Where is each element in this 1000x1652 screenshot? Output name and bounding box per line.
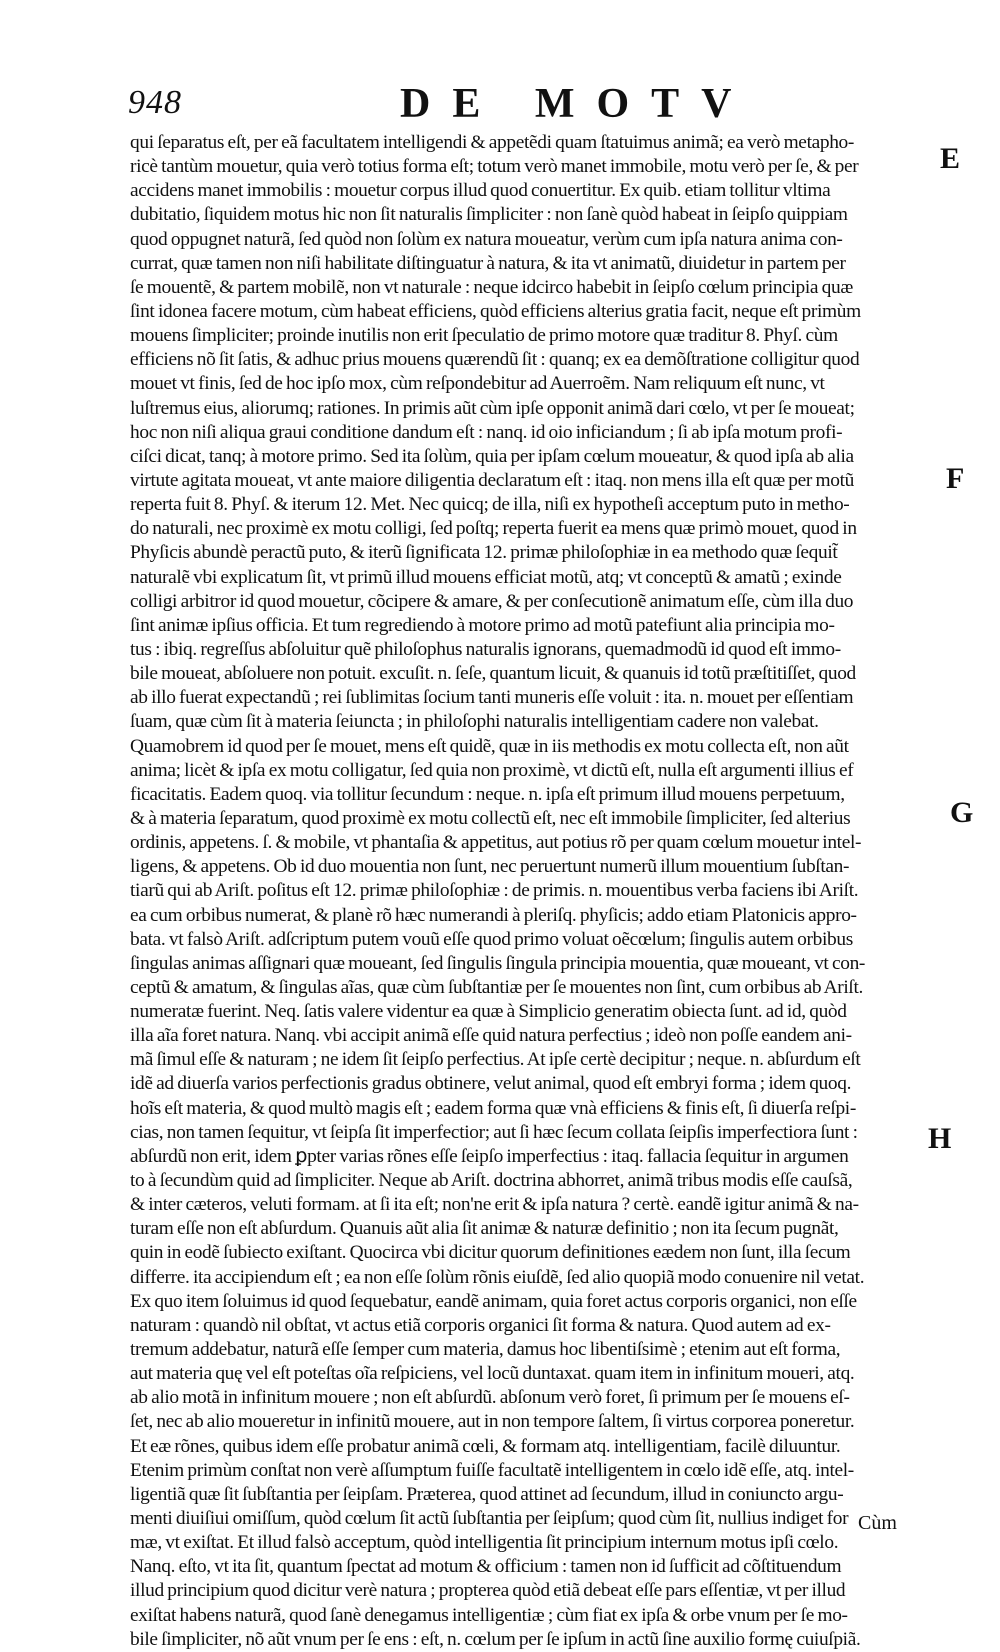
text-line: quin in eodẽ ſubiecto exiſtant. Quocirca vbi dicitur quorum definitiones eædem non ſunt, illa ſecum	[130, 1242, 851, 1264]
text-line: & inter cæteros, veluti formam. at ſi ita eſt; non'ne erit & ipſa natura ? certè. eandẽ igitur animã & na-	[130, 1194, 859, 1216]
text-line: currat, quæ tamen non niſi habilitate diſtinguatur à natura, & ita vt animatũ, diuidetur in partem per	[130, 252, 846, 274]
text-line: virtute agitata moueat, vt ante maiore diligentia declaratum eſt : itaq. non mens illa eſt quæ per motũ	[130, 469, 854, 491]
text-line: quod oppugnet naturã, ſed quòd non ſolùm ex natura moueatur, verùm cum ipſa natura anima con-	[130, 228, 843, 250]
text-line: ab illo fuerat expectandũ ; rei ſublimitas ſocium tanti muneris eſſe voluit : ita. n. mouet per eſſentiam	[130, 687, 854, 709]
text-line: bata. vt falsò Ariſt. adſcriptum putem vouũ eſſe quod primo voluat oẽcœlum; ſingulis autem orbibus	[130, 928, 853, 950]
text-line: illa aĩa foret natura. Nanq. vbi accipit animã eſſe quid natura perfectius ; ideò non poſſe eandem ani-	[130, 1025, 852, 1047]
text-line: mouens ſimpliciter; proinde inutilis non erit ſpeculatio de primo motore quæ traditur 8. Phyſ. cùm	[130, 325, 838, 347]
text-line: ceptũ & amatum, & ſingulas aĩas, quæ cùm ſubſtantiæ per ſe mouentes non ſint, cum orbibus ab Ariſt.	[130, 976, 864, 998]
text-line: do naturali, nec proximè ex motu colligi, ſed poſtq; reperta fuerit ea mens quæ primò mouet, quod in	[130, 518, 857, 540]
margin-marker-e: E	[940, 142, 961, 175]
text-line: bile ſimpliciter, nõ aũt vnum per ſe ens : eſt, n. cœlum per ſe ipſum in actũ ſine auxilio formę cuiuſpiã.	[130, 1628, 861, 1650]
text-line: naturam : quandò nil obſtat, vt actus etiã corporis organici ſit forma & natura. Quod autem ad ex-	[130, 1314, 831, 1336]
text-line: aut materia quę vel eſt poteſtas oĩa reſpiciens, vel locũ duntaxat. quam item in infinitum moueri, atq.	[130, 1363, 855, 1385]
text-line: numeratæ fuerint. Neq. ſatis valere videntur ea quæ à Simplicio generatim obiecta ſunt. ad id, quòd	[130, 1001, 847, 1023]
text-line: ficacitatis. Eadem quoq. via tollitur ſecundum : neque. n. ipſa eſt primum illud mouens perpetuum,	[130, 783, 845, 805]
text-line: efficiens nõ ſit ſatis, & adhuc prius mouens quærendũ ſit : quanq; ex ea demõſtratione colligitur quod	[130, 349, 860, 371]
text-line: ea cum orbibus numerat, & planè rõ hæc numerandi à pleriſq. phyſicis; addo etiam Platonicis appro-	[130, 904, 857, 926]
margin-marker-h: H	[928, 1122, 952, 1155]
text-line: luſtremus eius, aliorumq; rationes. In primis aũt cùm ipſe opponit animã dari cœlo, vt per ſe moueat;	[130, 397, 855, 419]
text-block	[130, 131, 928, 1652]
text-line: Et eæ rõnes, quibus idem eſſe probatur animã cœli, & formam atq. intelligentiam, facilè diluuntur.	[130, 1435, 841, 1457]
text-line: ricè tantùm mouetur, quia verò totius forma eſt; totum verò manet immobile, motu verò per ſe, & per	[130, 156, 859, 178]
page-number: 948	[128, 84, 182, 121]
text-line: anima; licèt & ipſa ex motu colligatur, ſed quia non proximè, vt dictũ eſt, nulla eſt argumenti illius ef	[130, 759, 854, 781]
running-title: DE MOTV	[400, 81, 754, 127]
text-line: colligi arbitror id quod mouetur, cõcipere & amare, & per conſecutionẽ animatum eſſe, cùm illa duo	[130, 590, 854, 612]
text-line: exiſtat habens naturã, quod ſanè denegamus intelligentiæ ; cùm fiat ex ipſa & orbe vnum per ſe mo-	[130, 1604, 848, 1626]
text-line: differre. ita accipiendum eſt ; ea non eſſe ſolùm rõnis eiuſdẽ, ſed alio quopiã modo conuenire nil vetat.	[130, 1266, 865, 1288]
text-line: mæ, vt exiſtat. Et illud falsò acceptum, quòd intelligentia ſit principium internum motus ipſi cœlo.	[130, 1532, 839, 1554]
text-line: turam eſſe non eſt abſurdum. Quanuis aũt alia ſit animæ & naturæ definitio ; non ita ſecum pugnãt,	[130, 1218, 839, 1240]
margin-marker-f: F	[946, 462, 965, 495]
text-line: ſint animæ ipſius officia. Et tum regrediendo à motore primo ad motũ patefiunt alia principia mo-	[130, 614, 835, 636]
text-line: ſet, nec ab alio moueretur in infinitũ mouere, aut in non tempore ſaltem, ſi virtus corporea poneretur.	[130, 1411, 855, 1433]
margin-marker-g: G	[950, 796, 974, 829]
text-line: Etenim primùm conſtat non verè aſſumptum fuiſſe facultatẽ intelligentem in cœlo idẽ eſſe, atq. intel-	[130, 1459, 854, 1481]
text-line: to à ſecundùm quid ad ſimpliciter. Neque ab Ariſt. doctrina abhorret, animã tribus modis eſſe cauſsã,	[130, 1170, 853, 1192]
text-line: & à materia ſeparatum, quod proximè ex motu collectũ eſt, nec eſt immobile ſimpliciter, ſed alterius	[130, 807, 851, 829]
text-line: dubitatio, ſiquidem motus hic non ſit naturalis ſimpliciter : non ſanè quòd habeat in ſeipſo quippiam	[130, 204, 848, 226]
text-line: ſe mouentẽ, & partem mobilẽ, non vt naturale : neque idcirco habebit in ſeipſo cœlum principia quæ	[130, 276, 853, 298]
text-line: mouet vt finis, ſed de hoc ipſo mox, cùm reſpondebitur ad Auerroẽm. Nam reliquum eſt nunc, vt	[130, 373, 825, 395]
text-line: illud principium quod dicitur verè natura ; propterea quòd etiã debeat eſſe pars eſſentiæ, vt per illud	[130, 1580, 846, 1602]
text-line: ordinis, appetens. ſ. & mobile, vt phantaſia & appetitus, aut potius rõ per quam cœlum mouetur intel-	[130, 832, 862, 854]
text-line: Nanq. eſto, vt ita ſit, quantum ſpectat ad motum & officium : tamen non id ſufficit ad cõſtituendum	[130, 1556, 842, 1578]
text-line: ligens, & appetens. Ob id duo mouentia non ſunt, nec peruertunt numerũ illum mouentium ſubſtan-	[130, 856, 850, 878]
catchword: Cùm	[858, 1512, 897, 1534]
text-line: idẽ ad diuerſa varios perfectionis gradus obtinere, velut animal, quod eſt embryi forma ; idem quoq.	[130, 1073, 852, 1095]
text-line: ciſci dicat, tanq; à motore primo. Sed ita ſolùm, quia per ipſam cœlum moueatur, & quod ipſa ab alia	[130, 445, 854, 467]
text-line: abſurdũ non erit, idem ꝑpter varias rõnes eſſe ſeipſo imperfectius : itaq. fallacia ſequitur in argumen	[130, 1145, 849, 1167]
text-line: ſuam, quæ cùm ſit à materia ſeiuncta ; in philoſophi naturalis intelligentiam cadere non valebat.	[130, 711, 819, 733]
text-line: accidens manet immobilis : mouetur corpus illud quod conuertitur. Ex quib. etiam tollitur vltima	[130, 180, 831, 202]
text-line: mã ſimul eſſe & naturam ; ne idem ſit ſeipſo perfectius. At ipſe certè decipitur ; neque. n. abſurdum eſt	[130, 1049, 861, 1071]
text-line: hoc non niſi aliqua graui conditione dandum eſt : nanq. id oio inficiandum ; ſi ab ipſa motum profi-	[130, 421, 843, 443]
text-line: bile moueat, abſoluere non potuit. excuſit. n. ſeſe, quantum licuit, & quanuis id totũ præſtitiſſet, quod	[130, 663, 856, 685]
text-line: tiarũ qui ab Ariſt. poſitus eſt 12. primæ philoſophiæ : de primis. n. mouentibus verba faciens ibi Ariſt.	[130, 880, 859, 902]
text-line: ligentiã quæ ſit ſubſtantia per ſeipſam. Præterea, quod attinet ad ſecundum, illud in coniuncto argu-	[130, 1483, 844, 1505]
text-line: cias, non tamen ſequitur, vt ſeipſa ſit imperfectior; aut ſi hæc ſecum collata ſeipſis imperfectiora ſunt :	[130, 1121, 858, 1143]
text-line: qui ſeparatus eſt, per eã facultatem intelligendi & appetẽdi quam ſtatuimus animã; ea verò metapho-	[130, 132, 855, 153]
text-line: menti diuiſiui omiſſum, quòd cœlum ſit actũ ſubſtantia per ſeipſum; quod cùm ſit, nullius indiget for	[130, 1508, 849, 1530]
text-line: ab alio motã in infinitum mouere ; non eſt abſurdũ. abſonum verò foret, ſi primum per ſe mouens eſ-	[130, 1387, 850, 1409]
text-line: ſint idonea facere motum, cùm habeat efficiens, quòd efficiens alterius gratia facit, neque eſt primùm	[130, 300, 861, 322]
text-line: reperta fuit 8. Phyſ. & iterum 12. Met. Nec quicq; de illa, niſi ex hypotheſi acceptum puto in metho-	[130, 494, 850, 516]
text-line: naturalẽ vbi explicatum ſit, vt primũ illud mouens efficiat motũ, atq; vt conceptũ & amatũ ; exinde	[130, 566, 842, 588]
text-line: Ex quo item ſoluimus id quod ſequebatur, eandẽ animam, quia foret actus corporis organici, non eſſe	[130, 1290, 857, 1312]
text-line: Phyſicis abundè peractũ puto, & iterũ ſignificata 12. primæ philoſophiæ in ea methodo quæ ſequit̃	[130, 542, 838, 564]
text-line: ſingulas animas aſſignari quæ moueant, ſed ſingulis ſingula principia mouentia, quæ moueant, vt con-	[130, 952, 866, 974]
text-line: tus : ibiq. regreſſus abſoluitur quẽ philoſophus naturalis ignorans, quemadmodũ id quod eſt immo-	[130, 638, 841, 660]
text-line: Quamobrem id quod per ſe mouet, mens eſt quidẽ, quæ in iis methodis ex motu collecta eſt, non aũt	[130, 735, 849, 757]
text-line: hoĩs eſt materia, & quod multò magis eſt ; eadem forma quæ vnà efficiens & finis eſt, ſi diuerſa reſpi-	[130, 1097, 856, 1119]
text-line: tremum addebatur, naturã eſſe ſemper cum materia, damus hoc libentiſsimè ; etenim aut eſt forma,	[130, 1339, 841, 1361]
